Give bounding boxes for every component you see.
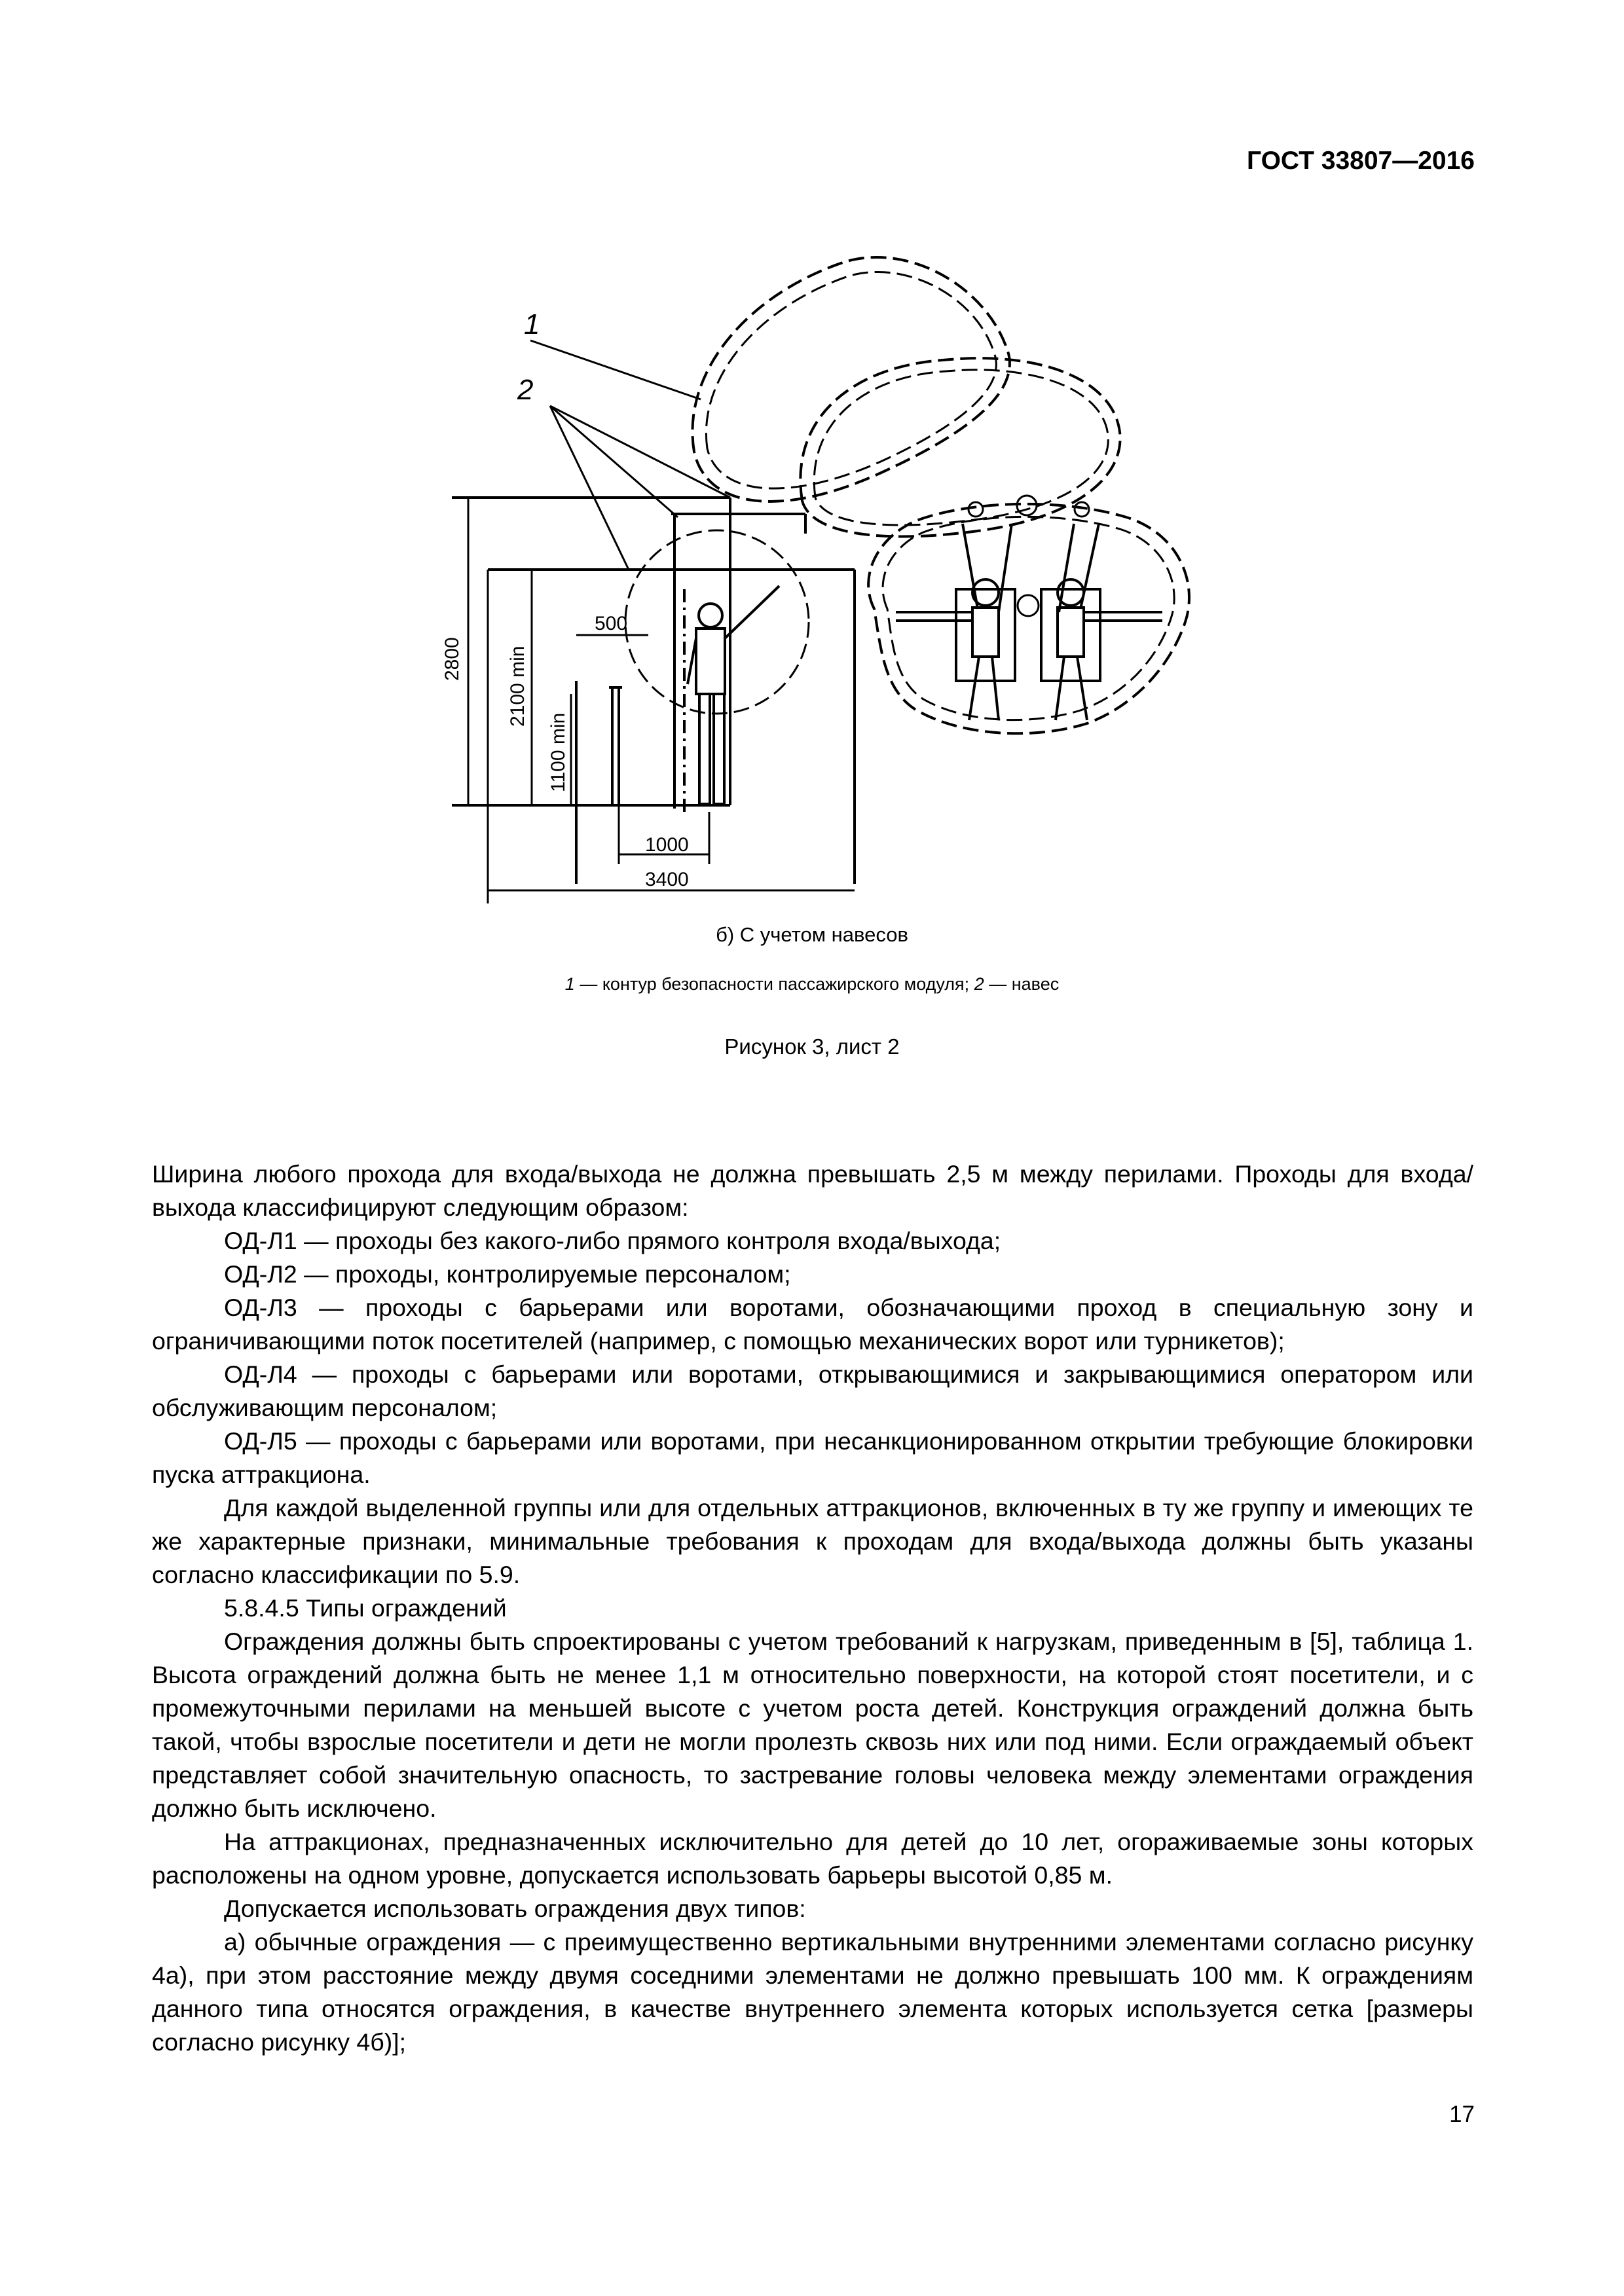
figure-3-sheet-2: [419, 242, 1192, 903]
figure-title: Рисунок 3, лист 2: [724, 1034, 900, 1059]
paragraph: ОД-Л1 — проходы без какого-либо прямого контроля входа/выхода;: [224, 1227, 1001, 1254]
paragraph: ОД-Л2 — проходы, контролируемые персоналом;: [224, 1260, 791, 1288]
railing: [576, 681, 622, 884]
label-contour-number: 1: [524, 308, 540, 340]
upper-contour: [692, 257, 1009, 501]
paragraph: Ширина любого прохода для входа/выхода не должна превышать 2,5 м между перилами. Проходы для входа/выхода классифицируют следующим образом:: [152, 1160, 1473, 1221]
paragraph: ОД-Л3 — проходы с барьерами или воротами, обозначающими проход в специальную зону и ограничивающими поток посетителей (например, с помощью механических ворот или турникетов);: [152, 1294, 1473, 1355]
paragraph: Допускается использовать ограждения двух типов:: [224, 1895, 806, 1922]
paragraph: ОД-Л5 — проходы с барьерами или воротами, при несанкционированном открытии требующие блокировки пуска аттракциона.: [152, 1427, 1473, 1488]
paragraph: Ограждения должны быть спроектированы с учетом требований к нагрузкам, приведенным в [5], таблица 1. Высота ограждений должна быть не менее 1,1 м относительно поверхности, на которой стоят посетители, и с промежуточными перилами на меньшей высоте с учетом роста детей. Конструкция ограждений должна быть такой, чтобы взрослые посетители и дети не могли пролезть сквозь них или под ними. Если ограждаемый объект представляет собой значительную опасность, то застревание головы человека между элементами ограждения должно быть исключено.: [152, 1628, 1473, 1822]
safety-envelope-diagram: [419, 242, 1192, 903]
dim-3400: 3400: [645, 869, 689, 890]
legend-text-1: — контур безопасности пассажирского модуля;: [574, 974, 974, 994]
middle-contour: [800, 358, 1120, 536]
page-number: 17: [1449, 2102, 1475, 2127]
dim-2100: 2100 min: [507, 646, 528, 727]
paragraph: Для каждой выделенной группы или для отдельных аттракционов, включенных в ту же группу и имеющих те же характерные признаки, минимальные требования к проходам для входа/выхода должны быть указаны согласно классификации по 5.9.: [152, 1494, 1473, 1588]
dim-500: 500: [595, 613, 628, 634]
standard-header: ГОСТ 33807—2016: [1247, 147, 1475, 175]
paragraph: а) обычные ограждения — с преимущественно вертикальными внутренними элементами согласно рисунку 4а), при этом расстояние между двумя соседними элементами не должно превышать 100 мм. К ограждениям данного типа относятся ограждения, в качестве внутреннего элемента которых используется сетка [размеры согласно рисунку 4б)];: [152, 1928, 1473, 2056]
section-heading: 5.8.4.5 Типы ограждений: [224, 1594, 507, 1622]
label-canopy-number: 2: [517, 374, 534, 406]
body-text: [152, 1157, 1473, 2059]
passenger-module: [868, 496, 1189, 733]
standing-person: [684, 586, 779, 812]
paragraph: ОД-Л4 — проходы с барьерами или воротами, открывающимися и закрывающимися оператором или обслуживающим персоналом;: [152, 1360, 1473, 1421]
leader-lines: [530, 340, 730, 570]
legend-text-2: — навес: [984, 974, 1060, 994]
dim-1000: 1000: [645, 834, 689, 856]
dim-2800: 2800: [441, 637, 463, 681]
dim-1100: 1100 min: [547, 712, 569, 792]
legend-number-2: 2: [974, 974, 984, 994]
reach-circle: [625, 530, 809, 714]
legend-number-1: 1: [564, 974, 575, 994]
figure-legend: [0, 974, 1624, 994]
paragraph: На аттракционах, предназначенных исключительно для детей до 10 лет, огораживаемые зоны которых расположены на одном уровне, допускается использовать барьеры высотой 0,85 м.: [152, 1828, 1473, 1889]
figure-caption: б) С учетом навесов: [716, 923, 908, 946]
